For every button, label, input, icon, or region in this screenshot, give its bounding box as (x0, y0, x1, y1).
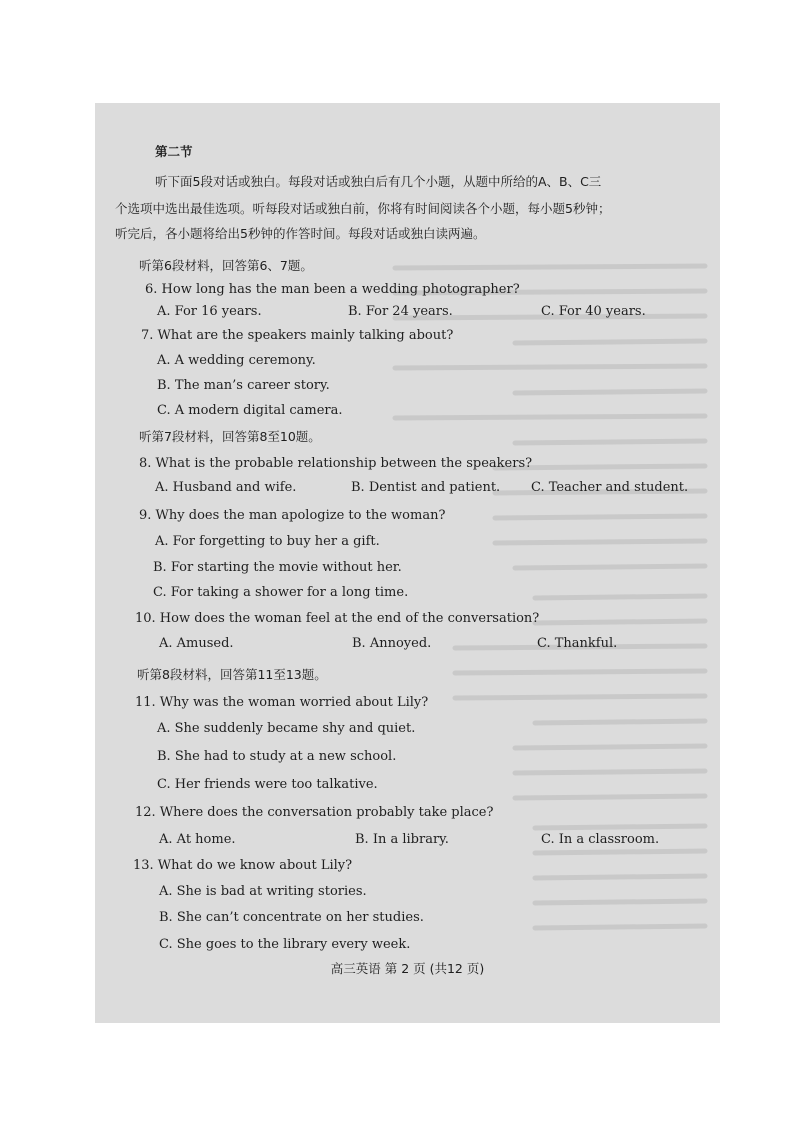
question-7-option-c: C. A modern digital camera. (157, 403, 343, 418)
question-7-option-b: B. The man’s career story. (157, 378, 330, 393)
question-12-option-c: C. In a classroom. (541, 832, 660, 847)
question-13-option-c: C. She goes to the library every week. (159, 937, 411, 952)
question-10-option-b: B. Annoyed. (352, 636, 432, 651)
question-6-option-c: C. For 40 years. (541, 304, 646, 319)
question-7-option-a: A. A wedding ceremony. (157, 353, 316, 368)
question-13-text: 13. What do we know about Lily? (133, 858, 353, 873)
question-13-option-a: A. She is bad at writing stories. (159, 884, 367, 899)
question-6-option-a: A. For 16 years. (157, 304, 262, 319)
question-9-option-c: C. For taking a shower for a long time. (153, 585, 409, 600)
question-11-option-a: A. She suddenly became shy and quiet. (157, 721, 416, 736)
question-12-text: 12. Where does the conversation probably take place? (135, 805, 494, 820)
section-intro-line-1: 听下面5段对话或独白。每段对话或独白后有几个小题，从题中所给的A、B、C三 (155, 174, 602, 189)
question-11-option-b: B. She had to study at a new school. (157, 749, 397, 764)
exam-page (95, 103, 720, 1023)
material-7-label: 听第7段材料，回答第8至10题。 (139, 429, 321, 444)
section-title: 第二节 (155, 144, 193, 159)
question-9-option-b: B. For starting the movie without her. (153, 560, 402, 575)
question-11-option-c: C. Her friends were too talkative. (157, 777, 378, 792)
section-intro-line-3: 听完后，各小题将给出5秒钟的作答时间。每段对话或独白读两遍。 (115, 226, 486, 241)
material-8-label: 听第8段材料，回答第11至13题。 (137, 667, 327, 682)
question-11-text: 11. Why was the woman worried about Lily? (135, 695, 429, 710)
question-13-option-b: B. She can’t concentrate on her studies. (159, 910, 424, 925)
page-footer: 高三英语 第 2 页 (共12 页) (330, 961, 485, 976)
question-12-option-a: A. At home. (159, 832, 236, 847)
question-9-option-a: A. For forgetting to buy her a gift. (155, 534, 380, 549)
section-intro-line-2: 个选项中选出最佳选项。听每段对话或独白前，你将有时间阅读各个小题，每小题5秒钟； (115, 201, 611, 216)
question-9-text: 9. Why does the man apologize to the woman? (139, 508, 446, 523)
question-8-option-b: B. Dentist and patient. (351, 480, 501, 495)
question-8-option-a: A. Husband and wife. (155, 480, 297, 495)
question-7-text: 7. What are the speakers mainly talking about? (141, 328, 454, 343)
question-8-option-c: C. Teacher and student. (531, 480, 689, 495)
question-6-text: 6. How long has the man been a wedding photographer? (145, 282, 520, 297)
question-12-option-b: B. In a library. (355, 832, 449, 847)
material-6-label: 听第6段材料，回答第6、7题。 (139, 258, 313, 273)
question-10-option-c: C. Thankful. (537, 636, 618, 651)
question-6-option-b: B. For 24 years. (348, 304, 453, 319)
question-10-option-a: A. Amused. (159, 636, 234, 651)
question-10-text: 10. How does the woman feel at the end of the conversation? (135, 611, 540, 626)
question-8-text: 8. What is the probable relationship between the speakers? (139, 456, 533, 471)
